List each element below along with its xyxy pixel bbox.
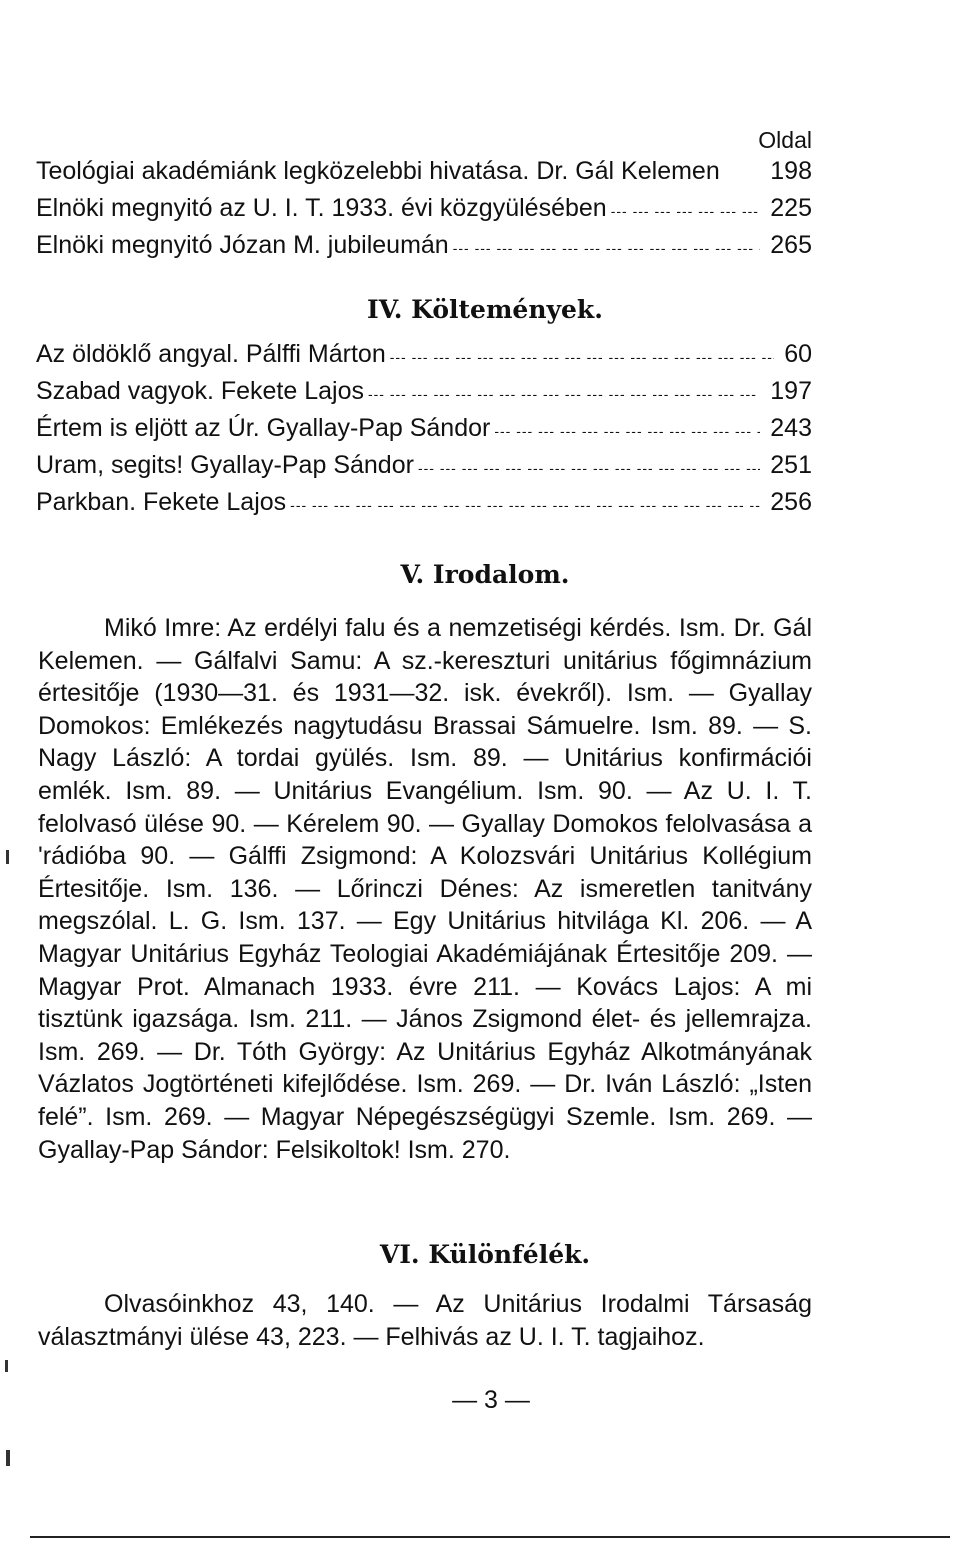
toc-entry-title: Értem is eljött az Úr. Gyallay-Pap Sándor xyxy=(36,414,491,442)
toc-entry-title: Elnöki megnyitó az U. I. T. 1933. évi közgyülésében xyxy=(36,194,607,222)
toc-entry-page: 198 xyxy=(770,157,812,185)
toc-entry-title: Szabad vagyok. Fekete Lajos xyxy=(36,377,364,405)
toc-leader xyxy=(494,414,760,443)
toc-entry xyxy=(36,340,812,377)
toc-entry-page: 251 xyxy=(770,451,812,479)
toc-entry xyxy=(36,157,812,194)
scan-speck xyxy=(6,1450,10,1466)
toc-entry xyxy=(36,414,812,451)
toc-leader xyxy=(290,488,760,517)
toc-entry-title: Elnöki megnyitó Józan M. jubileumán xyxy=(36,231,449,259)
toc-entry-page: 225 xyxy=(770,194,812,222)
toc-list-top xyxy=(36,157,812,268)
toc-entry-title: Uram, segits! Gyallay-Pap Sándor xyxy=(36,451,414,479)
toc-entry-page: 265 xyxy=(770,231,812,259)
toc-leader xyxy=(418,451,760,480)
toc-entry xyxy=(36,194,812,231)
section-heading-kolteminyek: IV. Költemények. xyxy=(367,295,603,324)
section-text-kulonfelek: Olvasóinkhoz 43, 140. — Az Unitárius Irodalmi Társaság választmányi ülése 43, 223. — Felhivás az U. I. T. tagjaihoz. xyxy=(38,1290,812,1351)
toc-leader xyxy=(453,231,761,260)
toc-entry-page: 60 xyxy=(784,340,812,368)
page-number xyxy=(0,1386,960,1415)
scan-bottom-edge xyxy=(30,1536,950,1538)
section-text-irodalom: Mikó Imre: Az erdélyi falu és a nemzetiségi kérdés. Ism. Dr. Gál Kelemen. — Gálfalvi Samu: A sz.-kereszturi unitárius főgimnázium értesitője (1930—31. és 1931—32. isk. évekről). Ism. — Gyallay Domokos: Emlékezés nagytudásu Brassai Sámuelre. Ism. 89. — S. Nagy László: A tordai gyülés. Ism. 89. — Unitárius konfirmációi emlék. Ism. 89. — Unitárius Evangélium. Ism. 90. — Az U. I. T. felolvasó ülése 90. — Kérelem 90. — Gyallay Domokos felolvasása a 'rádióba 90. — Gálffi Zsigmond: A Kolozsvári Unitárius Kollégium Értesitője. Ism. 136. — Lőrinczi Dénes: Az ismeretlen tanitvány megszólal. L. G. Ism. 137. — Egy Unitárius hitvilága Kl. 206. — A Magyar Unitárius Egyház Teologiai Akadémiájának Értesitője 209. — Magyar Prot. Almanach 1933. évre 211. — Kovács Lajos: A mi tisztünk igazsága. Ism. 211. — János Zsigmond élet- és jellemrajza. Ism. 269. — Dr. Tóth György: Az Unitárius Egyház Alkotmányának Vázlatos Jogtörténeti kifejlődése. Ism. 269. — Dr. Iván László: „Isten felé”. Ism. 269. — Magyar Népegészségügyi Szemle. Ism. 269. — Gyallay-Pap Sándor: Felsikoltok! Ism. 270. xyxy=(38,614,812,1164)
toc-entry-title: Parkban. Fekete Lajos xyxy=(36,488,287,516)
toc-leader xyxy=(611,194,761,223)
toc-entry-page: 256 xyxy=(770,488,812,516)
toc-leader xyxy=(368,377,760,406)
toc-entry-title: Az öldöklő angyal. Pálffi Márton xyxy=(36,340,386,368)
toc-entry xyxy=(36,488,812,525)
page-number-text: — 3 — xyxy=(452,1386,530,1414)
toc-entry xyxy=(36,377,812,414)
toc-entry xyxy=(36,231,812,268)
toc-leader xyxy=(390,340,774,369)
scan-speck xyxy=(6,850,9,864)
toc-entry-page: 197 xyxy=(770,377,812,405)
section-heading-kulonfelek: VI. Különfélék. xyxy=(379,1240,591,1269)
toc-entry-page: 243 xyxy=(770,414,812,442)
toc-list-poems xyxy=(36,340,812,525)
toc-entry xyxy=(36,451,812,488)
page-column-label: Oldal xyxy=(758,127,812,153)
section-heading-irodalom: V. Irodalom. xyxy=(400,560,570,589)
toc-entry-title: Teológiai akadémiánk legközelebbi hivatása. Dr. Gál Kelemen xyxy=(36,157,720,185)
scan-speck xyxy=(5,1360,8,1372)
